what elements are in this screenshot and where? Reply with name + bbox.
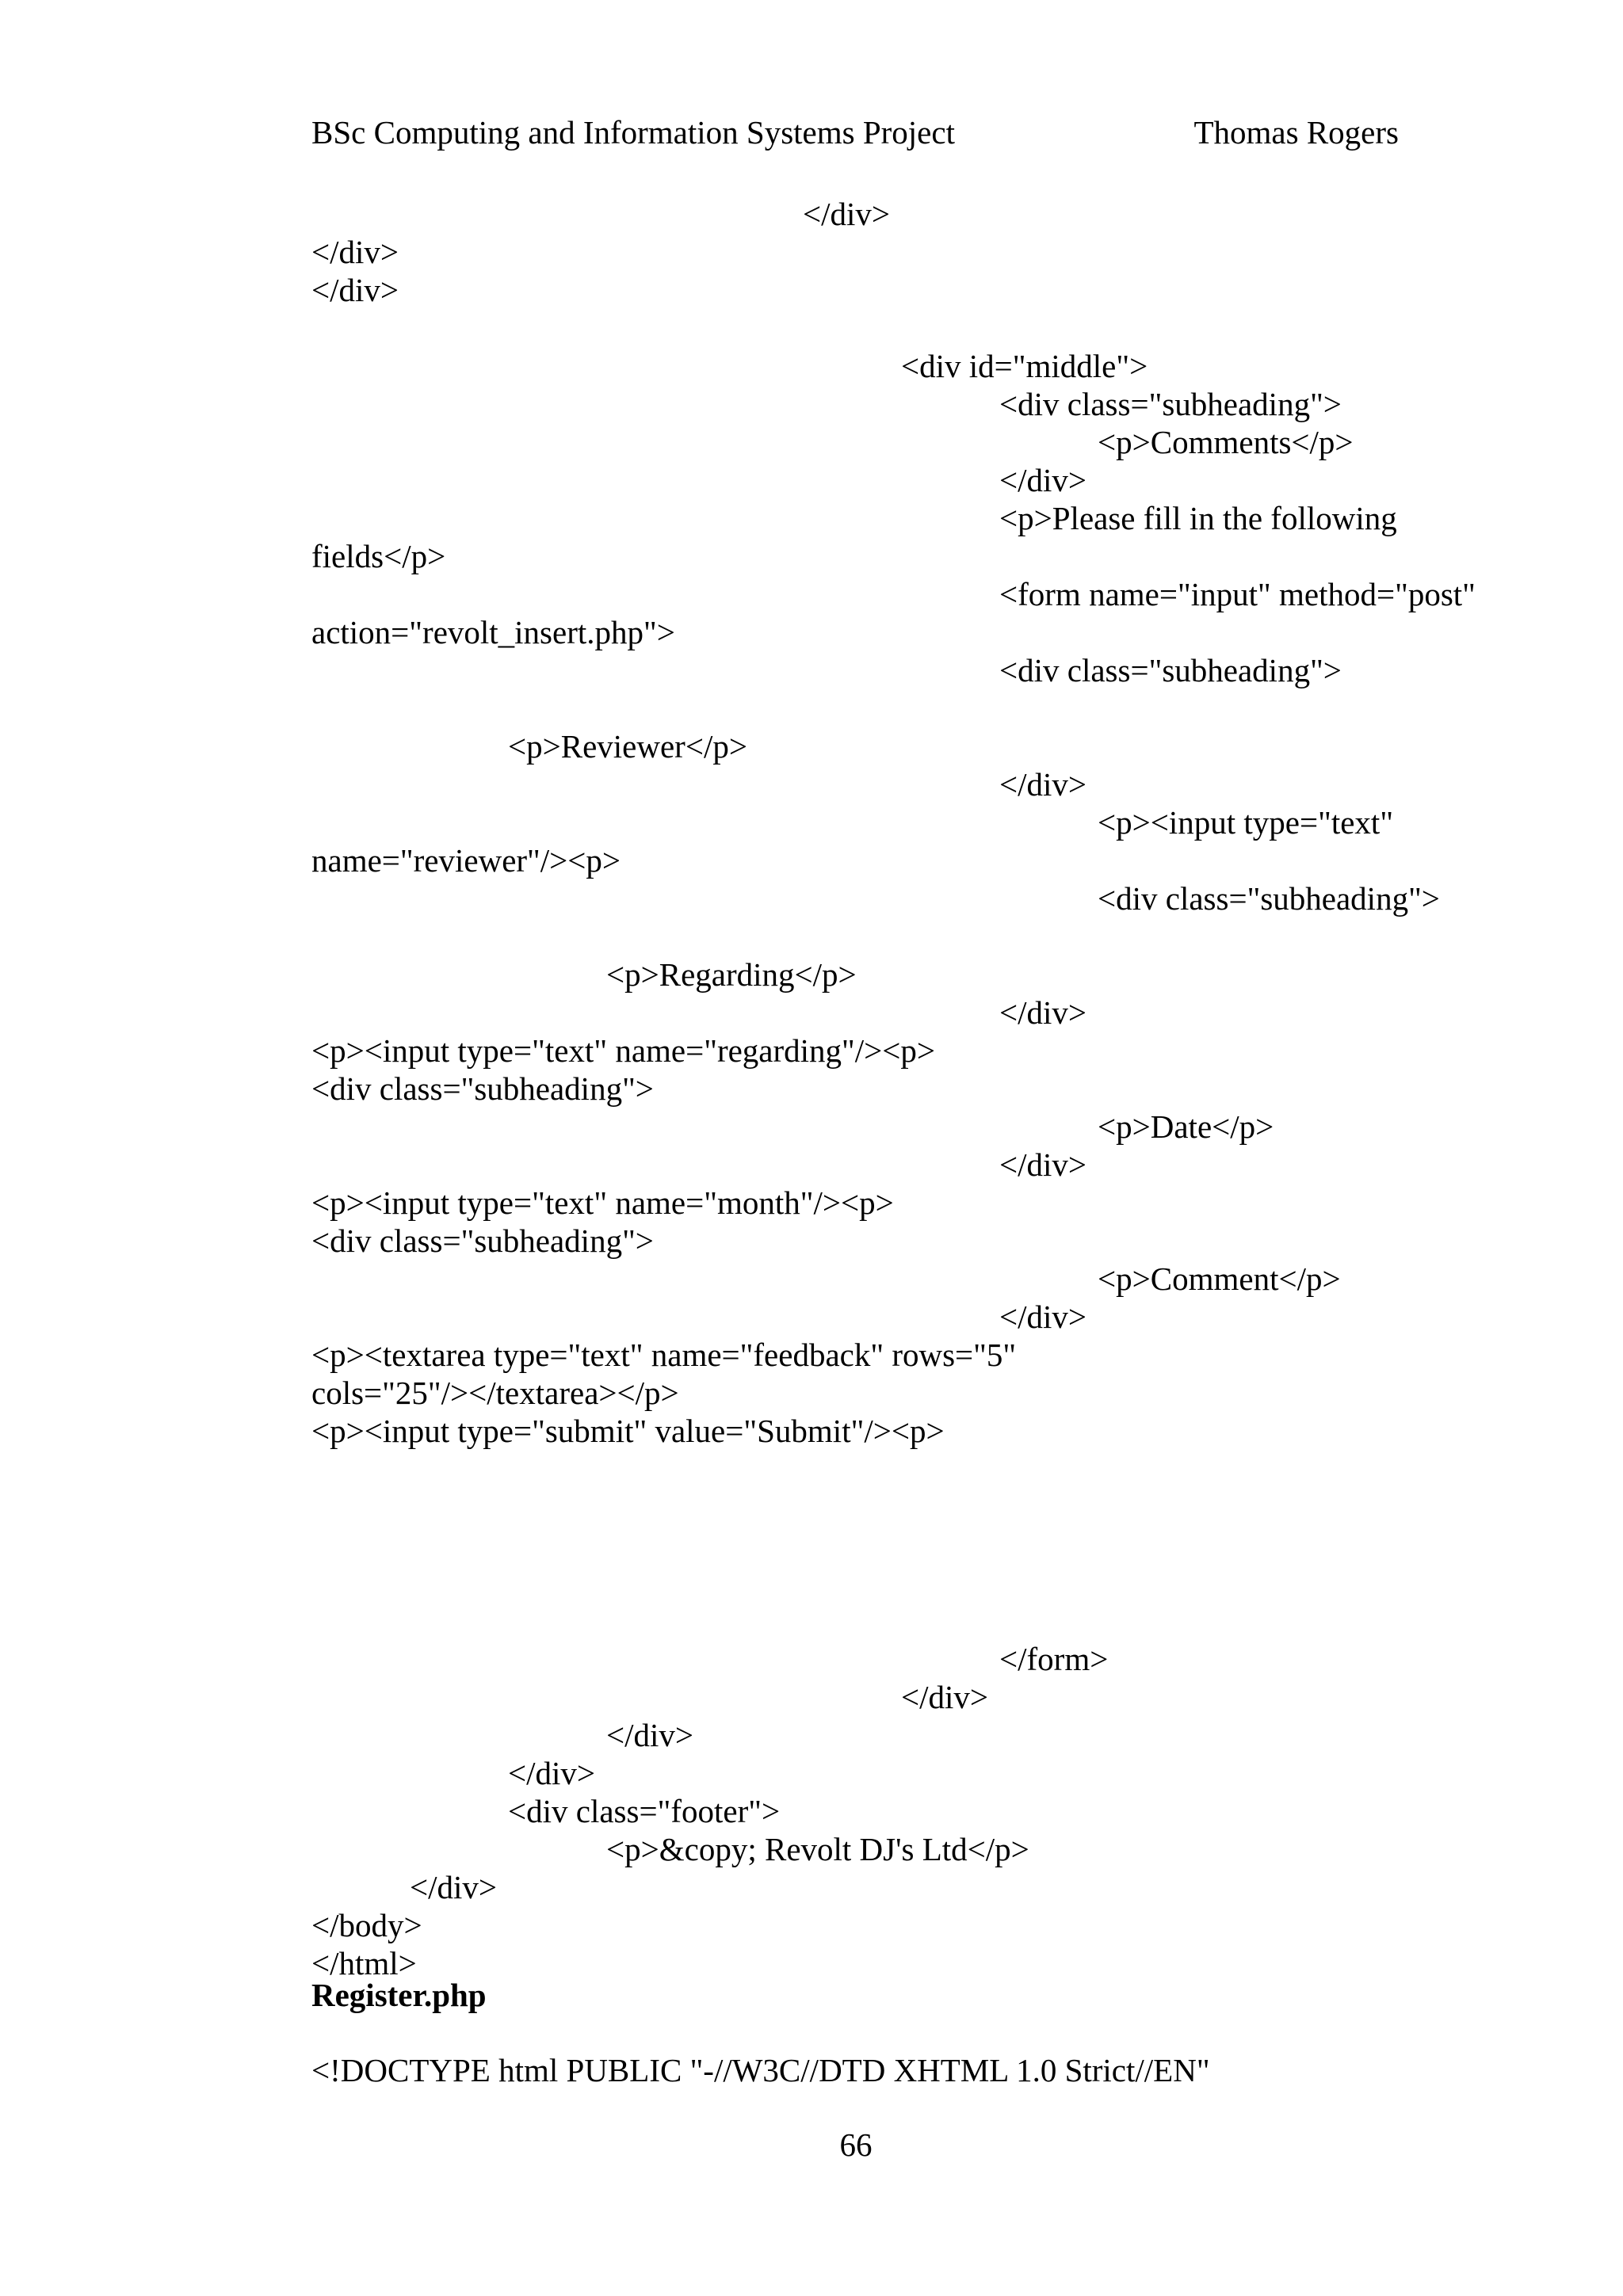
- code-line: </div>: [606, 1717, 694, 1753]
- code-line: [311, 309, 1421, 347]
- code-line: <p>Date</p>: [1098, 1108, 1274, 1145]
- code-line: </div>: [901, 1679, 989, 1715]
- code-line: <div class="subheading">: [1098, 880, 1440, 917]
- code-line: </body>: [311, 1907, 422, 1943]
- code-line: [311, 1602, 1421, 1640]
- code-line: <p><input type="text" name="regarding"/><p>: [311, 1032, 936, 1069]
- code-line: <p>Comments</p>: [1098, 424, 1354, 460]
- code-line: <div class="subheading">: [999, 652, 1342, 688]
- code-line: <p>Comment</p>: [1098, 1261, 1341, 1297]
- running-header-title: BSc Computing and Information Systems Project: [311, 114, 955, 151]
- code-line: fields</p>: [311, 538, 446, 574]
- page-number: 66: [839, 2126, 873, 2163]
- code-line: </div>: [410, 1869, 498, 1905]
- code-line: <p><input type="text": [1098, 804, 1394, 841]
- code-line: <form name="input" method="post": [999, 576, 1476, 612]
- code-line: [311, 689, 1421, 727]
- code-line: <div class="subheading">: [311, 1222, 654, 1259]
- code-line: </div>: [803, 196, 891, 232]
- code-line: </div>: [999, 1299, 1087, 1335]
- code-line: <p><input type="submit" value="Submit"/><p>: [311, 1413, 945, 1449]
- code-line: [311, 1526, 1421, 1564]
- code-listing: [311, 195, 1476, 1982]
- code-line: <p><input type="text" name="month"/><p>: [311, 1184, 894, 1221]
- doctype-line: <!DOCTYPE html PUBLIC "-//W3C//DTD XHTML 1.0 Strict//EN": [311, 2052, 1210, 2088]
- code-line: [311, 1488, 1421, 1526]
- code-line: </div>: [999, 462, 1087, 498]
- code-line: [311, 1564, 1421, 1602]
- code-line: [311, 1450, 1421, 1488]
- code-line: </div>: [311, 272, 399, 308]
- code-line: </html>: [311, 1945, 417, 1981]
- code-line: [311, 917, 1421, 955]
- code-line: </div>: [999, 766, 1087, 803]
- code-line: <p>Please fill in the following: [999, 500, 1397, 536]
- code-line: name="reviewer"/><p>: [311, 842, 621, 879]
- code-line: <p>&copy; Revolt DJ's Ltd</p>: [606, 1831, 1029, 1867]
- code-line: <div class="subheading">: [999, 386, 1342, 422]
- code-line: <div class="footer">: [508, 1793, 781, 1829]
- code-line: cols="25"/></textarea></p>: [311, 1375, 679, 1411]
- section-heading: Register.php: [311, 1977, 487, 2013]
- code-line: <p>Reviewer</p>: [508, 728, 747, 765]
- code-line: <div class="subheading">: [311, 1070, 654, 1107]
- code-line: <p><textarea type="text" name="feedback" rows="5": [311, 1337, 1017, 1373]
- code-line: action="revolt_insert.php">: [311, 614, 675, 650]
- code-line: </div>: [999, 994, 1087, 1031]
- code-line: <p>Regarding</p>: [606, 956, 857, 993]
- running-header-author: Thomas Rogers: [1193, 114, 1399, 151]
- code-line: </div>: [508, 1755, 596, 1791]
- code-line: </div>: [999, 1146, 1087, 1183]
- code-line: </form>: [999, 1641, 1109, 1677]
- code-line: <div id="middle">: [901, 348, 1148, 384]
- code-line: </div>: [311, 234, 399, 270]
